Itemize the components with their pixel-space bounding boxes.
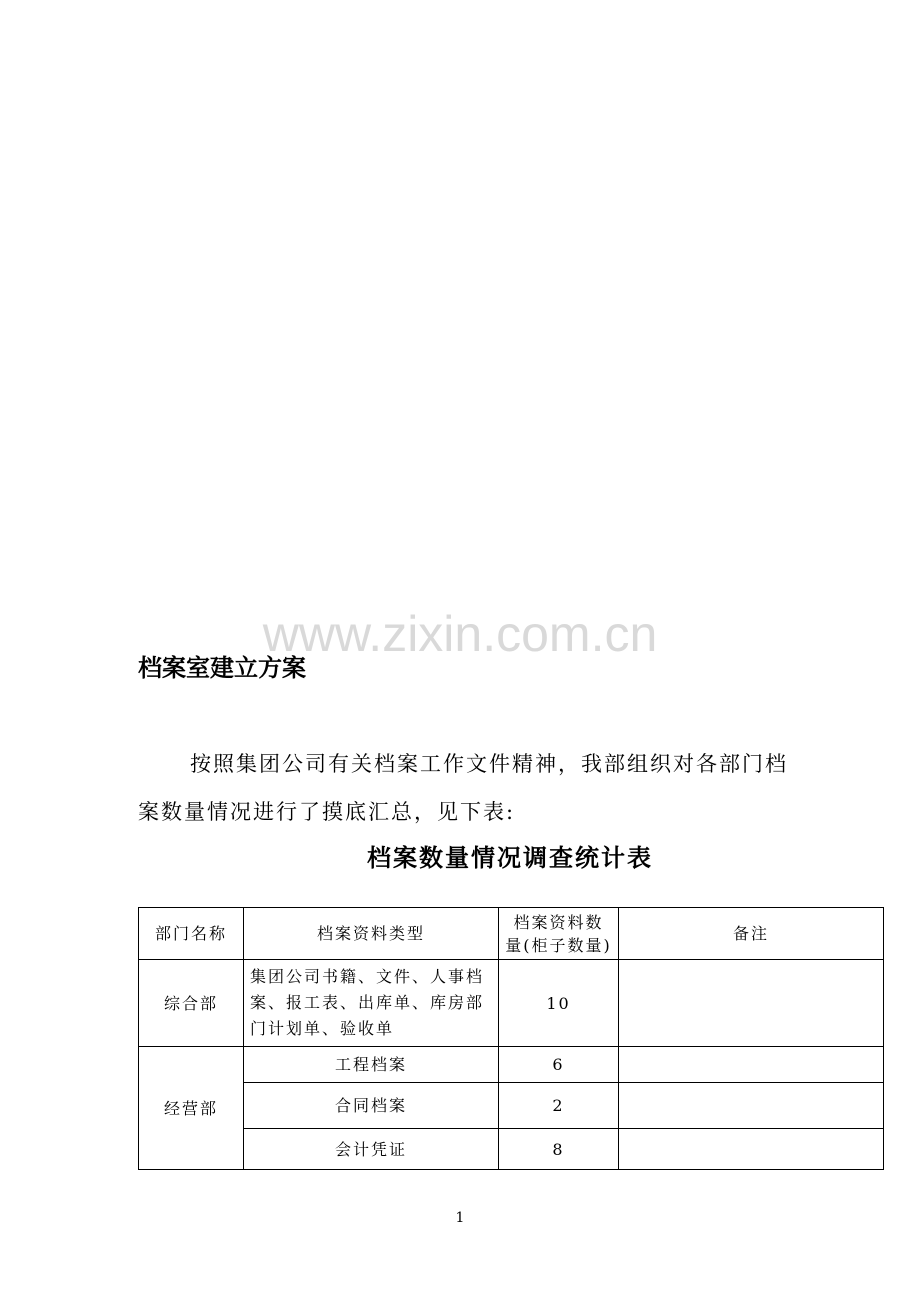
cell-count: 6	[499, 1047, 619, 1083]
header-department: 部门名称	[139, 908, 244, 960]
cell-note	[619, 1083, 884, 1129]
table-header-row	[139, 908, 884, 960]
cell-type: 会计凭证	[244, 1129, 499, 1170]
table-row	[139, 1047, 884, 1083]
cell-department: 经营部	[139, 1047, 244, 1170]
cell-count: 2	[499, 1083, 619, 1129]
cell-department: 综合部	[139, 960, 244, 1047]
document-title: 档案室建立方案	[138, 654, 306, 682]
cell-type: 合同档案	[244, 1083, 499, 1129]
cell-note	[619, 960, 884, 1047]
watermark: www.zixin.com.cn	[262, 606, 658, 662]
table-title: 档案数量情况调查统计表	[367, 843, 653, 872]
cell-note	[619, 1047, 884, 1083]
cell-count: 8	[499, 1129, 619, 1170]
header-count: 档案资料数量(柜子数量)	[499, 908, 619, 960]
header-note: 备注	[619, 908, 884, 960]
table-row	[139, 1083, 884, 1129]
header-type: 档案资料类型	[244, 908, 499, 960]
table-row	[139, 960, 884, 1047]
archive-statistics-table	[138, 907, 884, 1170]
cell-note	[619, 1129, 884, 1170]
intro-paragraph: 按照集团公司有关档案工作文件精神，我部组织对各部门档案数量情况进行了摸底汇总，见下表:	[138, 752, 788, 824]
cell-type: 工程档案	[244, 1047, 499, 1083]
table-row	[139, 1129, 884, 1170]
cell-count: 10	[499, 960, 619, 1047]
page-number: 1	[455, 1210, 465, 1226]
cell-type: 集团公司书籍、文件、人事档案、报工表、出库单、库房部门计划单、验收单	[244, 960, 499, 1047]
